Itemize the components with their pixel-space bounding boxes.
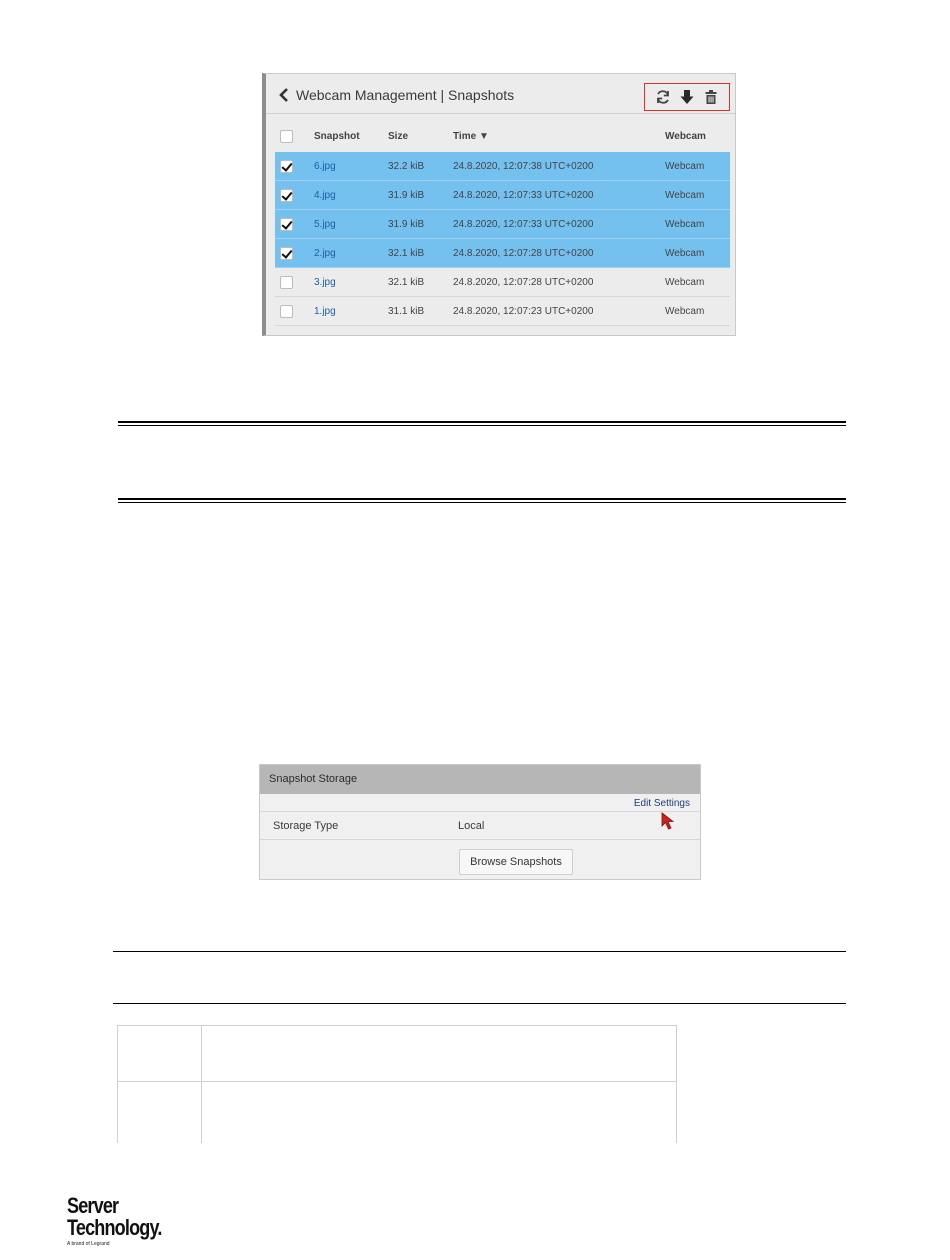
- download-icon[interactable]: [679, 89, 695, 105]
- table-column-divider: [201, 1026, 202, 1143]
- note-bottom-rule: [118, 498, 846, 503]
- column-header-webcam[interactable]: Webcam: [665, 131, 706, 142]
- row-checkbox[interactable]: [280, 218, 293, 231]
- snapshot-size: 32.2 kiB: [388, 161, 425, 172]
- storage-type-label: Storage Type: [273, 820, 339, 832]
- snapshot-webcam: Webcam: [665, 219, 705, 230]
- table-header-row: [275, 122, 730, 152]
- refresh-icon[interactable]: [655, 89, 671, 105]
- snapshot-time: 24.8.2020, 12:07:23 UTC+0200: [453, 306, 594, 317]
- row-checkbox[interactable]: [280, 160, 293, 173]
- snapshot-webcam: Webcam: [665, 248, 705, 259]
- row-checkbox[interactable]: [280, 247, 293, 260]
- snapshot-time: 24.8.2020, 12:07:28 UTC+0200: [453, 277, 594, 288]
- snapshot-webcam: Webcam: [665, 277, 705, 288]
- snapshots-panel: [262, 73, 736, 336]
- note-top-rule: [118, 421, 846, 426]
- info-table: [117, 1025, 677, 1143]
- snapshot-time: 24.8.2020, 12:07:33 UTC+0200: [453, 190, 594, 201]
- page-title: Webcam Management | Snapshots: [296, 87, 515, 103]
- table-row[interactable]: [275, 152, 730, 181]
- column-header-size[interactable]: Size: [388, 131, 409, 142]
- snapshots-header: [266, 74, 735, 114]
- table-row[interactable]: [275, 210, 730, 239]
- logo-tagline: A brand of Legrand: [67, 1241, 110, 1247]
- storage-type-value: Local: [458, 820, 485, 832]
- snapshot-size: 31.1 kiB: [388, 306, 425, 317]
- column-header-time[interactable]: Time ▼: [453, 131, 489, 142]
- snapshot-name-link[interactable]: 2.jpg: [314, 248, 336, 259]
- snapshot-size: 32.1 kiB: [388, 277, 425, 288]
- section-bottom-rule: [113, 1003, 846, 1004]
- snapshot-time: 24.8.2020, 12:07:28 UTC+0200: [453, 248, 594, 259]
- table-row[interactable]: [275, 239, 730, 268]
- select-all-checkbox[interactable]: [280, 130, 293, 143]
- storage-type-row: [260, 812, 700, 840]
- snapshots-table: [275, 122, 730, 326]
- table-row[interactable]: [275, 181, 730, 210]
- snapshot-name-link[interactable]: 4.jpg: [314, 190, 336, 201]
- snapshot-size: 31.9 kiB: [388, 219, 425, 230]
- row-checkbox[interactable]: [280, 189, 293, 202]
- edit-settings-link[interactable]: Edit Settings: [633, 798, 690, 809]
- row-checkbox[interactable]: [280, 305, 293, 318]
- snapshot-time: 24.8.2020, 12:07:38 UTC+0200: [453, 161, 594, 172]
- trash-icon[interactable]: [703, 89, 719, 105]
- server-technology-logo: [67, 1195, 182, 1247]
- snapshot-toolbar: [644, 83, 730, 111]
- snapshot-storage-panel: [259, 764, 701, 880]
- section-top-rule: [113, 951, 846, 952]
- browse-snapshots-button[interactable]: Browse Snapshots: [459, 849, 573, 875]
- storage-edit-row: [260, 794, 700, 812]
- column-header-snapshot[interactable]: Snapshot: [314, 131, 360, 142]
- snapshot-name-link[interactable]: 6.jpg: [314, 161, 336, 172]
- snapshot-webcam: Webcam: [665, 306, 705, 317]
- snapshot-name-link[interactable]: 1.jpg: [314, 306, 336, 317]
- table-row[interactable]: [275, 297, 730, 326]
- snapshot-size: 31.9 kiB: [388, 190, 425, 201]
- logo-line-1: Server: [67, 1193, 119, 1218]
- snapshot-webcam: Webcam: [665, 190, 705, 201]
- chevron-left-icon[interactable]: [278, 88, 290, 102]
- logo-line-2: Technology.: [67, 1215, 162, 1240]
- snapshot-size: 32.1 kiB: [388, 248, 425, 259]
- snapshot-name-link[interactable]: 3.jpg: [314, 277, 336, 288]
- storage-panel-title: Snapshot Storage: [260, 765, 700, 794]
- snapshot-time: 24.8.2020, 12:07:33 UTC+0200: [453, 219, 594, 230]
- snapshot-name-link[interactable]: 5.jpg: [314, 219, 336, 230]
- row-checkbox[interactable]: [280, 276, 293, 289]
- mouse-cursor-icon: [661, 812, 675, 830]
- snapshot-webcam: Webcam: [665, 161, 705, 172]
- table-row[interactable]: [275, 268, 730, 297]
